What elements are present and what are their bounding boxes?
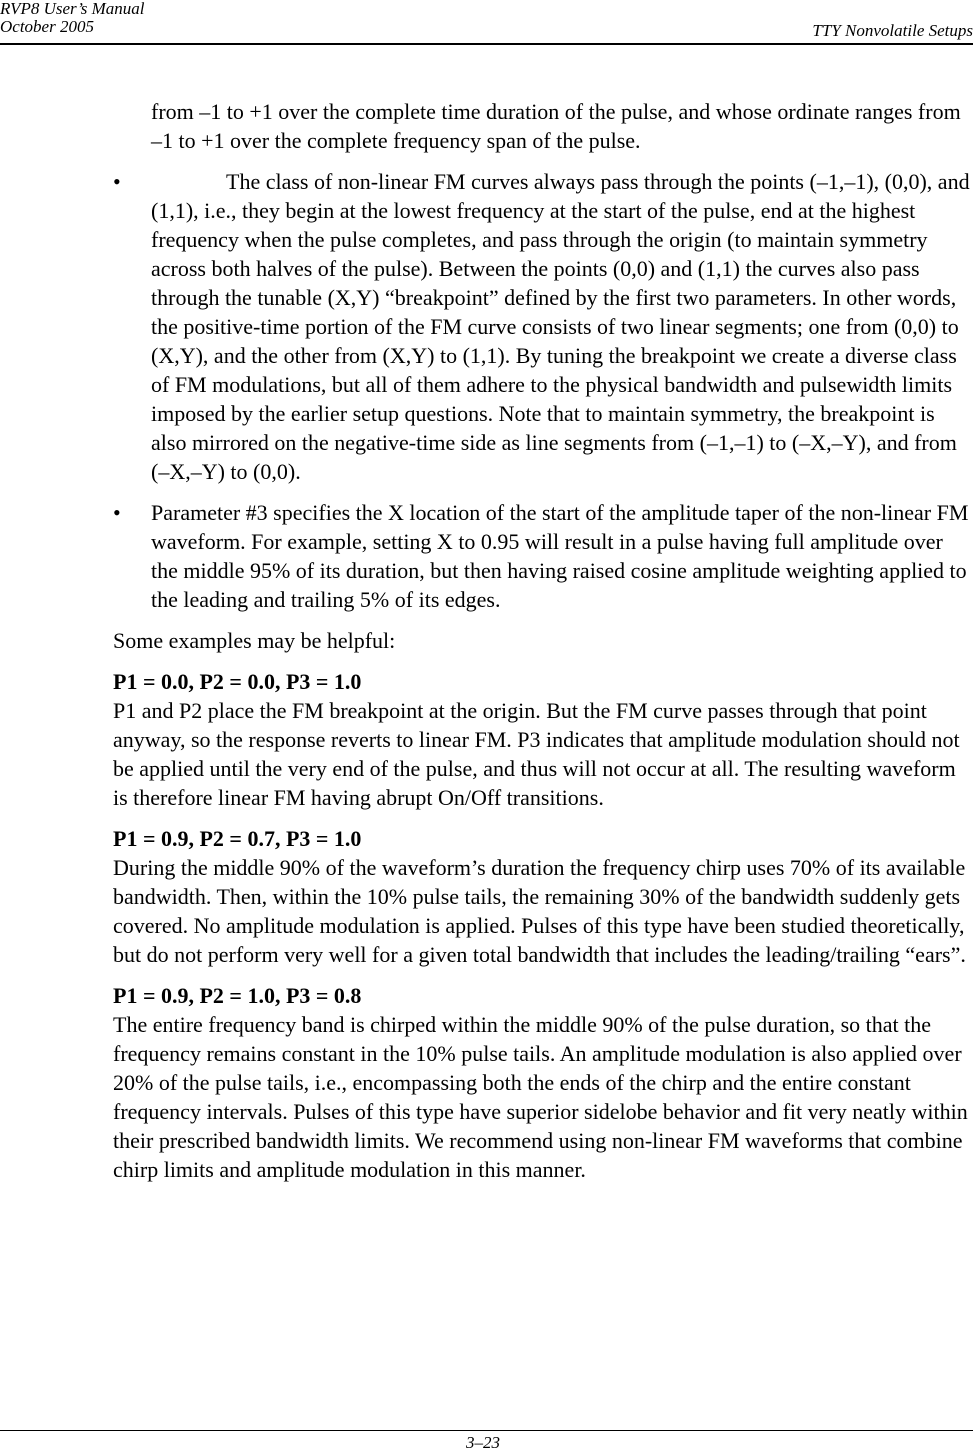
example-heading: P1 = 0.9, P2 = 1.0, P3 = 0.8 [113,983,362,1008]
example-block [113,981,973,1184]
page-body [113,97,973,1184]
example-text: The entire frequency band is chirped within the middle 90% of the pulse duration, so that the frequency remains constant in the 10% pulse tails. An amplitude modulation is also applied over 20% of the pulse tails, i.e., encompassing both the ends of the chirp and the entire constant frequency intervals. Pulses of this type have superior sidelobe behavior and fit very neatly within their prescribed bandwidth limits. We recommend using non-linear FM waveforms that combine chirp limits and amplitude modulation in this manner. [113,1012,968,1182]
section-title: TTY Nonvolatile Setups [812,21,973,40]
continuation-paragraph: from –1 to +1 over the complete time duration of the pulse, and whose ordinate ranges from –1 to +1 over the complete frequency span of the pulse. [151,99,961,153]
bullet-text: Parameter #3 specifies the X location of the start of the amplitude taper of the non-linear FM waveform. For example, setting X to 0.95 will result in a pulse having full amplitude over the middle 95% of its duration, but then having raised cosine amplitude weighting applied to the leading and trailing 5% of its edges. [151,500,969,612]
bullet-item [113,498,973,614]
example-heading: P1 = 0.0, P2 = 0.0, P3 = 1.0 [113,669,362,694]
example-text: During the middle 90% of the waveform’s duration the frequency chirp uses 70% of its available bandwidth. Then, within the 10% pulse tails, the remaining 30% of the bandwidth suddenly gets covered. No amplitude modulation is applied. Pulses of this type have been studied theoretically, but do not perform very well for a given total bandwidth that includes the leading/trailing “ears”. [113,855,966,967]
page-number: 3–23 [466,1433,500,1452]
manual-title: RVP8 User’s Manual [0,0,145,18]
bullet-marker: • [113,500,121,525]
header-rule [0,43,973,45]
example-text: P1 and P2 place the FM breakpoint at the origin. But the FM curve passes through that point anyway, so the response reverts to linear FM. P3 indicates that amplitude modulation should not be applied until the very end of the pulse, and thus will not occur at all. The resulting waveform is therefore linear FM having abrupt On/Off transitions. [113,698,960,810]
footer-rule [0,1430,973,1431]
running-header-left [0,0,145,36]
manual-date: October 2005 [0,17,94,36]
intro-paragraph: Some examples may be helpful: [113,628,396,653]
example-block [113,667,973,812]
bullet-text: The class of non-linear FM curves always pass through the points (–1,–1), (0,0), and (1,1), i.e., they begin at the lowest frequency at the start of the pulse, end at the highest frequency when the pulse completes, and pass through the origin (to maintain symmetry across both halves of the pulse). Between the points (0,0) and (1,1) the curves also pass through the tunable (X,Y) “breakpoint” defined by the first two parameters. In other words, the positive-time portion of the FM curve consists of two linear segments; one from (0,0) to (X,Y), and the other from (X,Y) to (1,1). By tuning the breakpoint we create a diverse class of FM modulations, but all of them adhere to the physical bandwidth and pulsewidth limits imposed by the earlier setup questions. Note that to maintain symmetry, the breakpoint is also mirrored on the negative-time side as line segments from (–1,–1) to (–X,–Y), and from (–X,–Y) to (0,0). [151,169,970,484]
bullet-marker: • [113,169,121,194]
bullet-item [113,167,973,486]
example-block [113,824,973,969]
example-heading: P1 = 0.9, P2 = 0.7, P3 = 1.0 [113,826,362,851]
